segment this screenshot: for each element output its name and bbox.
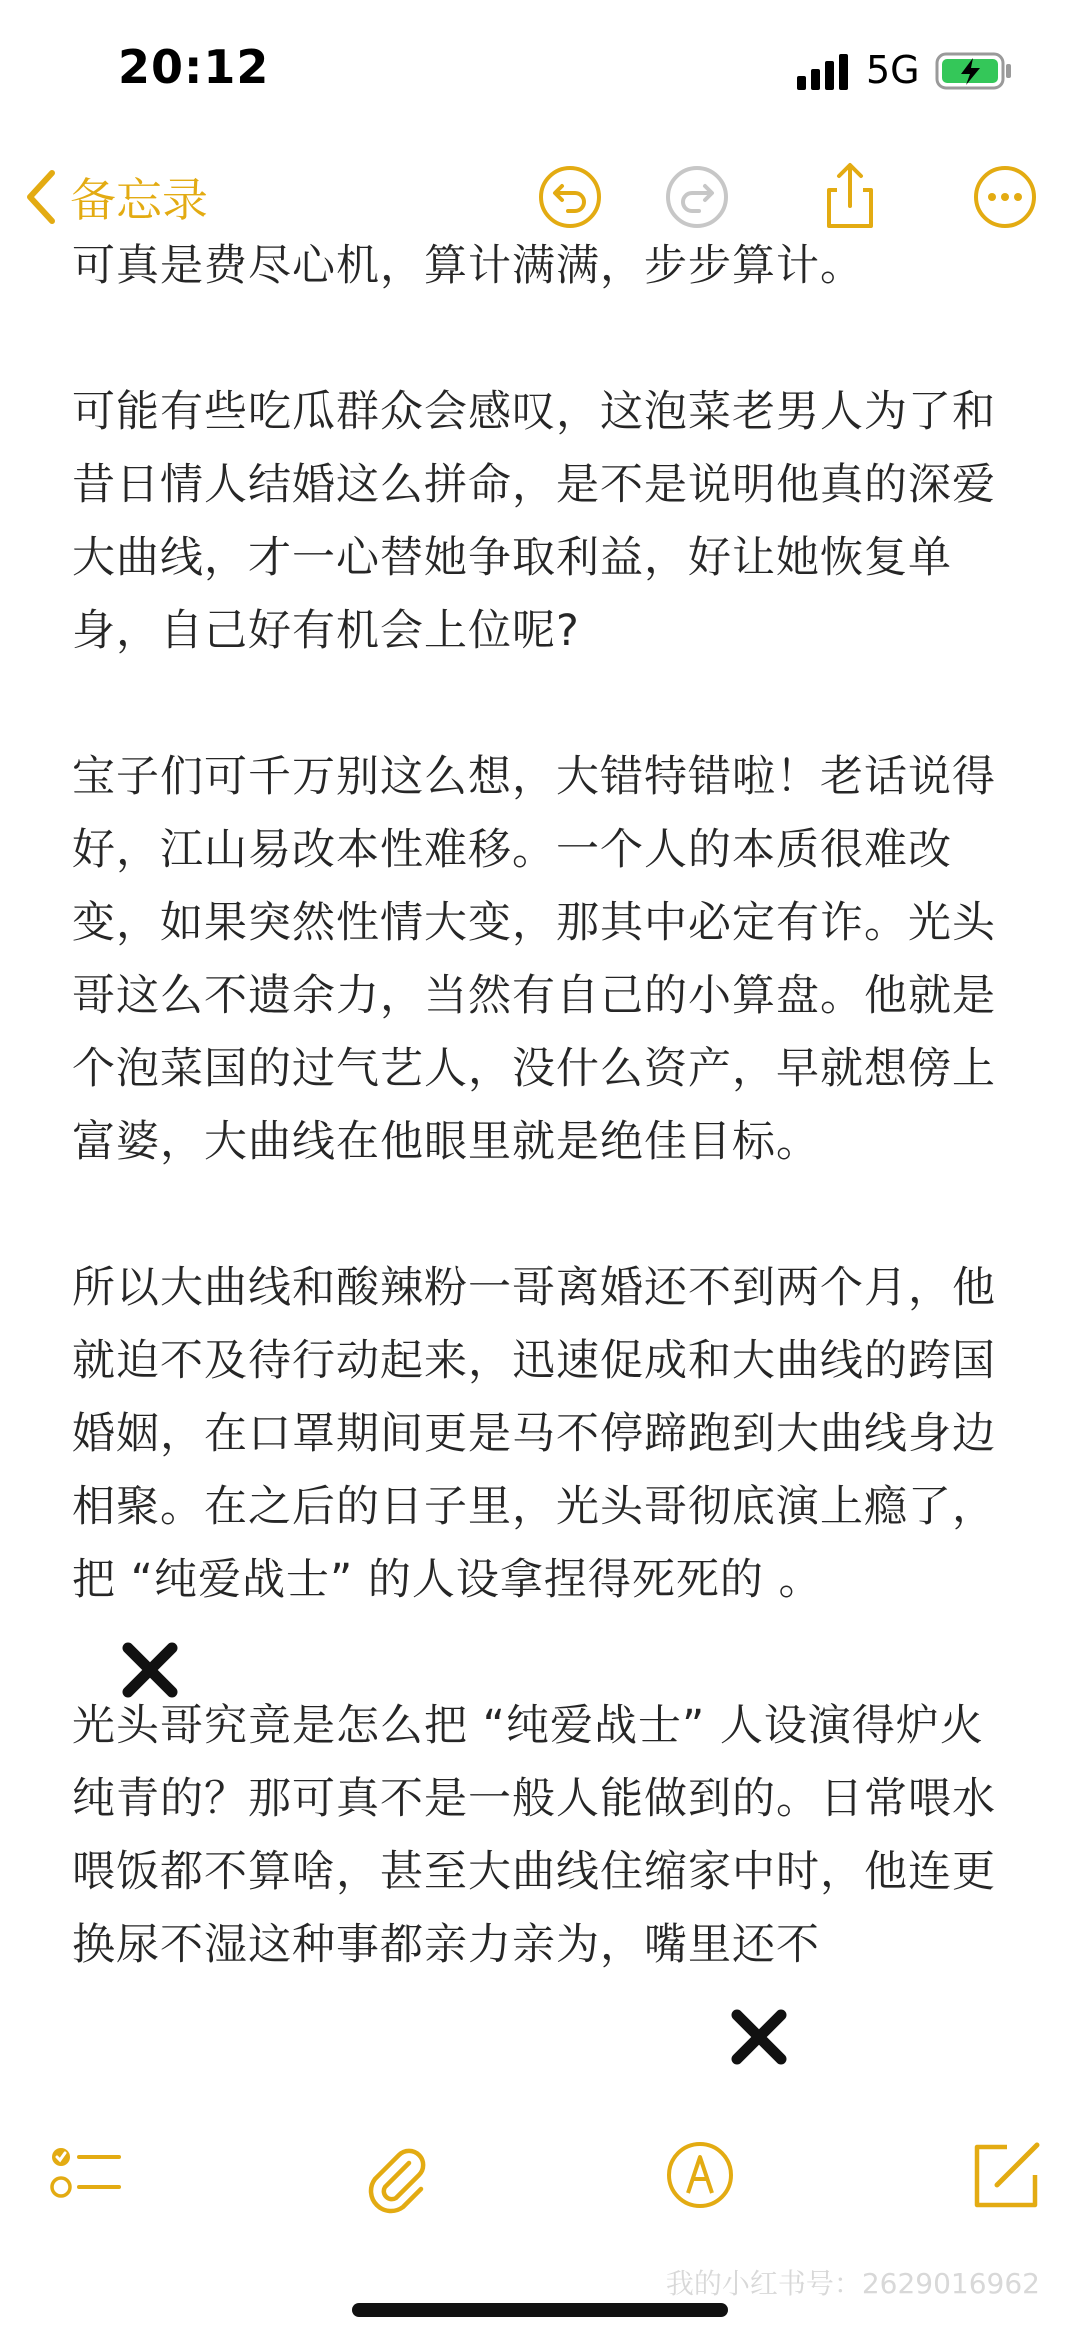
- home-indicator[interactable]: [352, 2303, 728, 2317]
- redo-icon: [662, 162, 732, 232]
- note-paragraph: 可真是费尽心机，算计满满，步步算计。: [72, 241, 864, 291]
- navigation-bar: [0, 150, 1080, 240]
- more-icon: [970, 162, 1040, 232]
- back-button[interactable]: [22, 162, 208, 232]
- undo-button[interactable]: [535, 162, 605, 232]
- status-bar: [0, 0, 1080, 140]
- note-paragraph: 可能有些吃瓜群众会感叹，这泡菜老男人为了和昔日情人结婚这么拼命，是不是说明他真的深爱大曲线，才一心替她争取利益，好让她恢复单身，自己好有机会上位呢?: [72, 387, 996, 656]
- status-time: 20:12: [118, 40, 270, 94]
- bottom-toolbar: [0, 2105, 1080, 2245]
- note-paragraph: 光头哥究竟是怎么把 “纯爱战士” 人设演得炉火纯青的？那可真不是一般人能做到的。日常喂水喂饭都不算啥，甚至大曲线住缩家中时，他连更换尿不湿这种事都亲力亲为，嘴里还不: [72, 1701, 996, 1970]
- attachment-button[interactable]: [355, 2135, 435, 2215]
- markup-pen-icon: [660, 2135, 740, 2215]
- x-mark-icon: [118, 1638, 182, 1702]
- more-button[interactable]: [970, 162, 1040, 232]
- battery-charging-icon: [935, 50, 1015, 92]
- checklist-icon: [45, 2135, 125, 2215]
- back-label: 备忘录: [70, 173, 208, 227]
- share-icon: [815, 162, 885, 232]
- note-paragraph: 宝子们可千万别这么想，大错特错啦！老话说得好，江山易改本性难移。一个人的本质很难改变，如果突然性情大变，那其中必定有诈。光头哥这么不遗余力，当然有自己的小算盘。他就是个泡菜国的过气艺人，没什么资产，早就想傍上富婆，大曲线在他眼里就是绝佳目标。: [72, 752, 996, 1167]
- redo-button[interactable]: [662, 162, 732, 232]
- checklist-button[interactable]: [45, 2135, 125, 2215]
- x-mark-icon: [727, 2005, 791, 2069]
- undo-icon: [535, 162, 605, 232]
- note-body[interactable]: [72, 241, 1022, 2055]
- watermark: 我的小红书号：2629016962: [665, 2267, 1040, 2300]
- compose-button[interactable]: [967, 2135, 1047, 2215]
- compose-icon: [967, 2135, 1047, 2215]
- note-paragraph: 所以大曲线和酸辣粉一哥离婚还不到两个月，他就迫不及待行动起来，迅速促成和大曲线的跨国婚姻，在口罩期间更是马不停蹄跑到大曲线身边相聚。在之后的日子里，光头哥彻底演上瘾了，把 “纯爱战士” 的人设拿捏得死死的 。: [72, 1263, 996, 1605]
- markup-button[interactable]: [660, 2135, 740, 2215]
- chevron-left-icon: [22, 167, 60, 227]
- cellular-signal-icon: [795, 52, 855, 92]
- paperclip-icon: [355, 2135, 435, 2215]
- network-type: 5G: [866, 48, 920, 92]
- share-button[interactable]: [815, 162, 885, 232]
